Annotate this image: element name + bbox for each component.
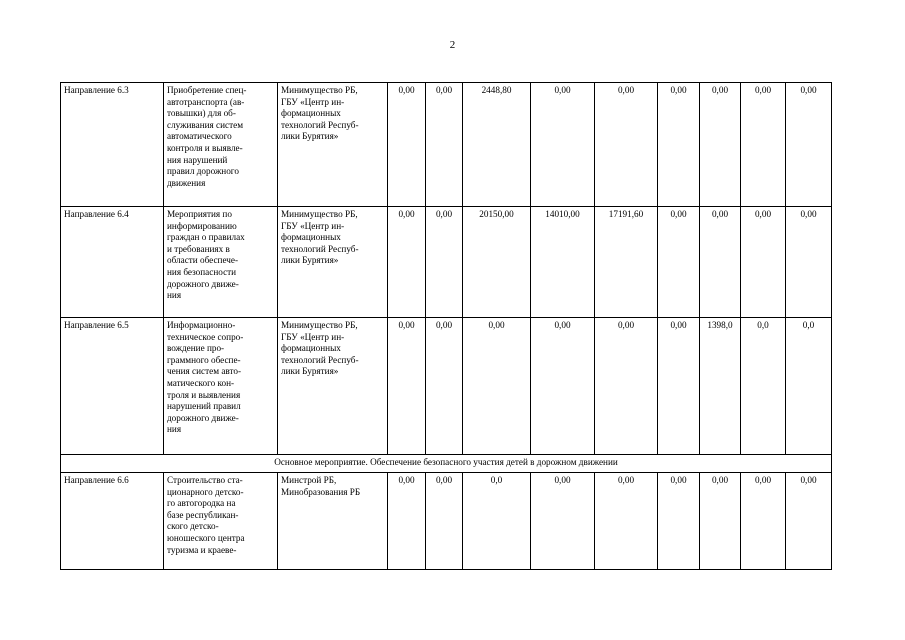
- measure-name-line: товышки) для об-: [167, 108, 236, 119]
- value-cell: 0,00: [426, 473, 463, 570]
- measure-name-line: и требованиях в: [167, 243, 230, 254]
- value-cell: 0,00: [741, 83, 786, 207]
- value-cell: 14010,00: [531, 207, 595, 318]
- measure-name-line: троля и выявления: [167, 389, 241, 400]
- executor-line: лики Бурятия»: [281, 131, 339, 142]
- executor-line: формационных: [281, 343, 341, 354]
- value-cell: 0,00: [658, 318, 700, 455]
- executor-line: ГБУ «Центр ин-: [281, 331, 345, 342]
- value-cell: 2448,80: [463, 83, 531, 207]
- measure-name-line: информированию: [167, 220, 237, 231]
- executor-line: Минимущество РБ,: [281, 85, 358, 95]
- value-cell: 0,0: [463, 473, 531, 570]
- table-row: [61, 207, 832, 318]
- measure-name-line: Мероприятия по: [167, 209, 232, 219]
- executor-cell: [278, 207, 388, 318]
- measure-name-line: области обеспече-: [167, 255, 239, 266]
- executor-line: формационных: [281, 232, 341, 243]
- measure-name-line: граммного обеспе-: [167, 354, 241, 365]
- executor-line: технологий Респуб-: [281, 119, 359, 130]
- executor-line: технологий Респуб-: [281, 243, 359, 254]
- value-cell: 0,00: [658, 207, 700, 318]
- measure-name-line: юношеского центра: [167, 532, 245, 543]
- measure-name-cell: [164, 83, 278, 207]
- measure-name-line: го автогородка на: [167, 498, 236, 509]
- executor-line: лики Бурятия»: [281, 366, 339, 377]
- value-cell: 0,00: [388, 318, 426, 455]
- value-cell: 20150,00: [463, 207, 531, 318]
- measure-name-cell: [164, 318, 278, 455]
- value-cell: 0,00: [595, 318, 658, 455]
- measure-name-line: матического кон-: [167, 377, 235, 388]
- value-cell: 0,00: [786, 207, 832, 318]
- executor-line: Минобразования РБ: [281, 486, 361, 497]
- value-cell: 0,00: [426, 207, 463, 318]
- executor-line: Минстрой РБ,: [281, 475, 337, 485]
- value-cell: 0,00: [700, 83, 741, 207]
- value-cell: 0,00: [388, 83, 426, 207]
- value-cell: 0,00: [531, 473, 595, 570]
- measure-name-line: Информационно-: [167, 320, 236, 330]
- measure-name-line: автоматического: [167, 131, 232, 142]
- section-title: Основное мероприятие. Обеспечение безопасного участия детей в дорожном движении: [61, 455, 832, 473]
- value-cell: 0,00: [595, 83, 658, 207]
- executor-cell: [278, 318, 388, 455]
- value-cell: 0,00: [426, 83, 463, 207]
- measure-name-line: ционарного детско-: [167, 486, 244, 497]
- table-row: [61, 318, 832, 455]
- measure-name-line: правил дорожного: [167, 166, 239, 177]
- value-cell: 0,00: [741, 473, 786, 570]
- measure-name-line: вождение про-: [167, 343, 225, 354]
- executor-line: ГБУ «Центр ин-: [281, 220, 345, 231]
- value-cell: 0,00: [463, 318, 531, 455]
- measure-name-line: базе республикан-: [167, 509, 239, 520]
- measure-name-cell: [164, 207, 278, 318]
- measure-name-line: ского детско-: [167, 521, 219, 532]
- value-cell: 0,00: [741, 207, 786, 318]
- measure-name-line: ния: [167, 424, 182, 435]
- direction-cell: Направление 6.5: [61, 318, 164, 455]
- executor-line: формационных: [281, 108, 341, 119]
- measure-name-line: контроля и выявле-: [167, 142, 243, 153]
- measure-name-line: чения систем авто-: [167, 366, 242, 377]
- value-cell: 0,0: [786, 318, 832, 455]
- executor-cell: [278, 83, 388, 207]
- measure-name-line: движения: [167, 177, 206, 188]
- measure-name-line: техническое сопро-: [167, 331, 244, 342]
- measure-name-line: дорожного движе-: [167, 278, 239, 289]
- value-cell: 0,00: [786, 83, 832, 207]
- value-cell: 0,0: [741, 318, 786, 455]
- direction-cell: Направление 6.4: [61, 207, 164, 318]
- value-cell: 0,00: [531, 318, 595, 455]
- executor-line: технологий Респуб-: [281, 354, 359, 365]
- executor-line: ГБУ «Центр ин-: [281, 96, 345, 107]
- table-row: [61, 83, 832, 207]
- value-cell: 0,00: [388, 473, 426, 570]
- measure-name-line: Строительство ста-: [167, 475, 243, 485]
- table-row: [61, 473, 832, 570]
- direction-cell: Направление 6.3: [61, 83, 164, 207]
- measure-name-line: служивания систем: [167, 119, 244, 130]
- executor-cell: [278, 473, 388, 570]
- value-cell: 0,00: [658, 83, 700, 207]
- measure-name-line: автотранспорта (ав-: [167, 96, 245, 107]
- value-cell: 17191,60: [595, 207, 658, 318]
- value-cell: 1398,0: [700, 318, 741, 455]
- measure-name-line: ния нарушений: [167, 154, 228, 165]
- measure-name-line: нарушений правил: [167, 401, 241, 412]
- value-cell: 0,00: [595, 473, 658, 570]
- measure-name-cell: [164, 473, 278, 570]
- measure-name-line: ния: [167, 290, 182, 301]
- value-cell: 0,00: [658, 473, 700, 570]
- page-number: 2: [449, 39, 456, 51]
- executor-line: лики Бурятия»: [281, 255, 339, 266]
- measure-name-line: граждан о правилах: [167, 232, 245, 243]
- value-cell: 0,00: [426, 318, 463, 455]
- executor-line: Минимущество РБ,: [281, 320, 358, 330]
- value-cell: 0,00: [700, 207, 741, 318]
- value-cell: 0,00: [700, 473, 741, 570]
- direction-cell: Направление 6.6: [61, 473, 164, 570]
- section-row: [61, 455, 832, 473]
- value-cell: 0,00: [388, 207, 426, 318]
- value-cell: 0,00: [531, 83, 595, 207]
- budget-table: [60, 82, 832, 570]
- executor-line: Минимущество РБ,: [281, 209, 358, 219]
- measure-name-line: туризма и краеве-: [167, 544, 237, 555]
- measure-name-line: дорожного движе-: [167, 412, 239, 423]
- measure-name-line: ния безопасности: [167, 266, 237, 277]
- measure-name-line: Приобретение спец-: [167, 85, 247, 95]
- value-cell: 0,00: [786, 473, 832, 570]
